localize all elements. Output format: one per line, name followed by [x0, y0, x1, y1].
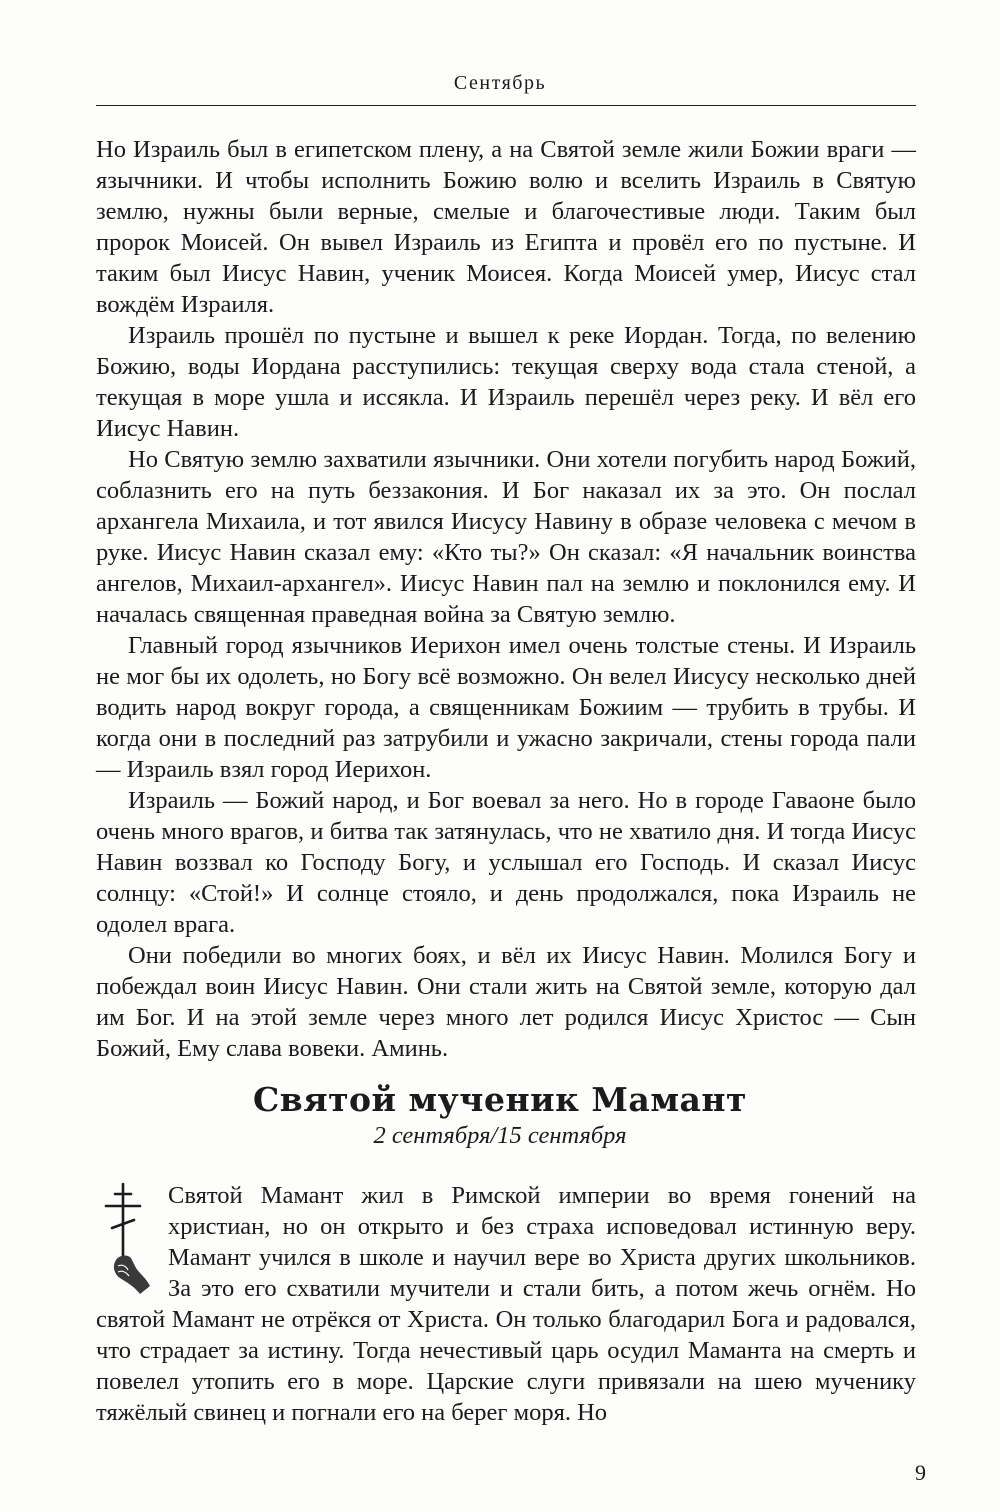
section-title: Святой мученик Мамант	[253, 1080, 747, 1119]
paragraph-2: Израиль прошёл по пустыне и вышел к реке Иордан. Тогда, по велению Божию, воды Иордана расступились: текущая сверху вода стала стеной, а текущая в море ушла и иссякла. И Израиль перешёл через реку. И вёл его Иисус Навин.	[96, 322, 916, 442]
header-rule	[96, 105, 916, 106]
paragraph-3: Но Святую землю захватили язычники. Они хотели погубить народ Божий, соблазнить его на путь беззакония. И Бог наказал их за это. Он послал архангела Михаила, и тот явился Иисусу Навину в образе человека с мечом в руке. Иисус Навин сказал ему: «Кто ты?» Он сказал: «Я начальник воинства ангелов, Михаил-архангел». Иисус Навин пал на землю и поклонился ему. И началась священная праведная война за Святую землю.	[96, 446, 916, 628]
paragraph-4: Главный город язычников Иерихон имел очень толстые стены. И Израиль не мог бы их одолеть, но Богу всё возможно. Он велел Иисусу несколько дней водить народ вокруг города, а священникам Божиим — трубить в трубы. И когда они в последний раз затрубили и ужасно закричали, стены города пали — Израиль взял город Иерихон.	[96, 632, 916, 783]
paragraph-6: Они победили во многих боях, и вёл их Иисус Навин. Молился Богу и побеждал воин Иисус Навин. Они стали жить на Святой земле, которую дал им Бог. И на этой земле через много лет родился Иисус Христос — Сын Божий, Ему слава вовеки. Аминь.	[96, 942, 916, 1062]
paragraph-1: Но Израиль был в египетском плену, а на Святой земле жили Божии враги — язычники. И чтобы исполнить Божию волю и вселить Израиль в Святую землю, нужны были верные, смелые и благочестивые люди. Таким был пророк Моисей. Он вывел Израиль из Египта и провёл его по пустыне. И таким был Иисус Навин, ученик Моисея. Когда Моисей умер, Иисус стал вождём Израиля.	[96, 136, 916, 318]
page-number: 9	[915, 1460, 926, 1485]
section-dates: 2 сентября/15 сентября	[373, 1122, 627, 1149]
paragraph-5: Израиль — Божий народ, и Бог воевал за него. Но в городе Гаваоне было очень много врагов, и битва так затянулась, что не хватило дня. И тогда Иисус Навин воззвал ко Господу Богу, и услышал его Господь. И сказал Иисус солнцу: «Стой!» И солнце стояло, и день продолжался, пока Израиль не одолел врага.	[96, 787, 916, 938]
section-paragraph: Святой Мамант жил в Римской империи во время гонений на христиан, но он открыто и без страха исповедовал истинную веру. Мамант учился в школе и научил вере во Христа других школьников. За это его схватили мучители и стали бить, а потом жечь огнём. Но святой Мамант не отрёкся от Христа. Он только благодарил Бога и радовался, что страдает за истину. Тогда нечестивый царь осудил Маманта на смерть и повелел утопить его в море. Царские слуги привязали на шею мученику тяжёлый свинец и погнали его на берег моря. Но	[96, 1182, 916, 1426]
orthodox-cross-with-hand-icon	[96, 1182, 158, 1298]
section-text	[96, 1180, 916, 1428]
running-head: Сентябрь	[453, 72, 547, 94]
main-text	[96, 134, 916, 1064]
